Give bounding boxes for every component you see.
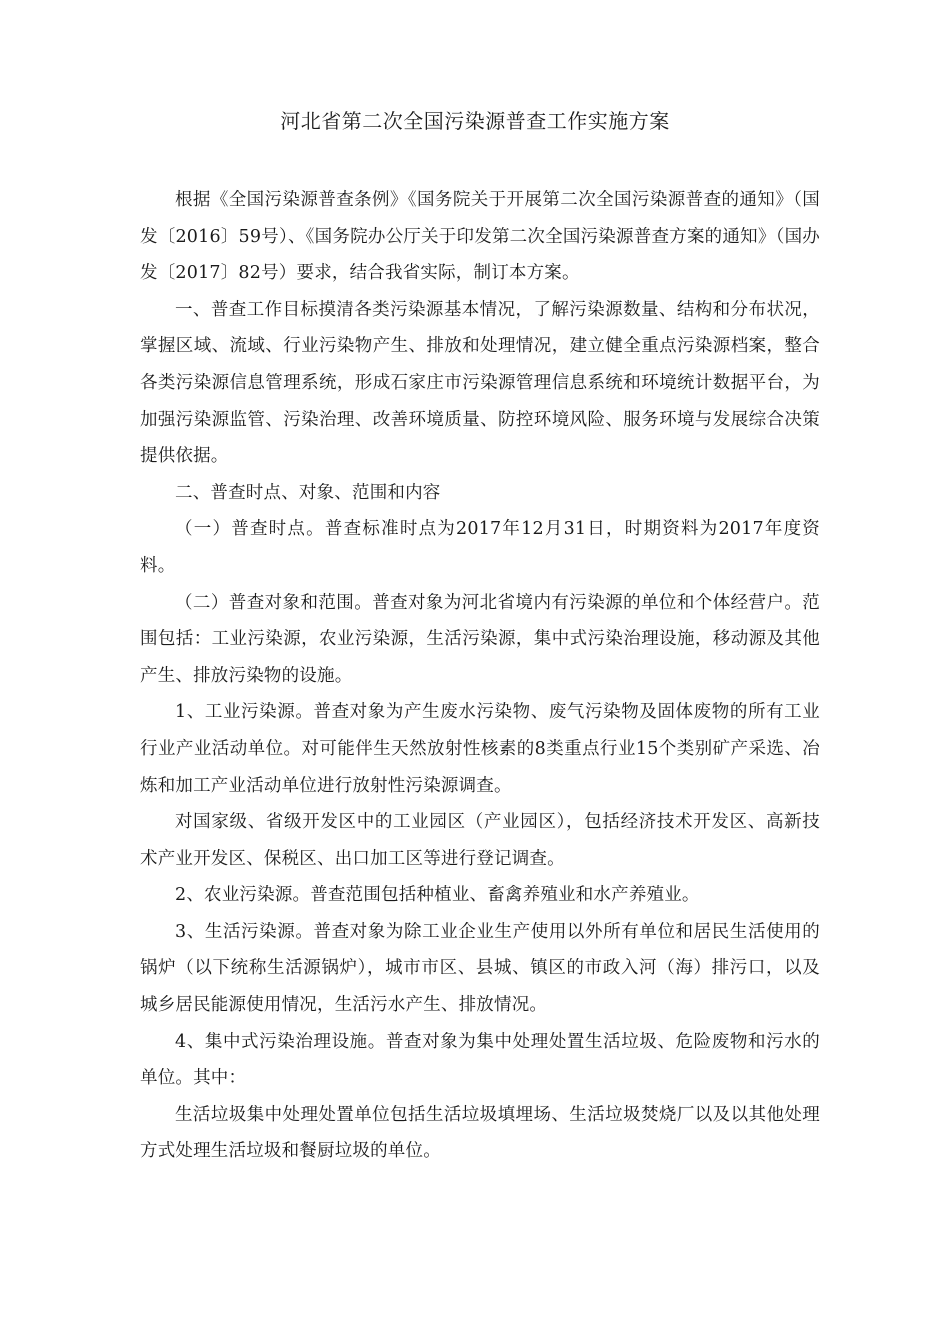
paragraph-agricultural-sources: 2、农业污染源。普查范围包括种植业、畜禽养殖业和水产养殖业。 xyxy=(175,885,700,906)
paragraph-domestic-sources: 3、生活污染源。普查对象为除工业企业生产使用以外所有单位和居民生活使用的锅炉（以下统称生活源锅炉），城市市区、县城、镇区的市政入河（海）排污口，以及城乡居民能源使用情况，生活污水产生、排放情况。 xyxy=(140,921,820,1016)
paragraph-section-2-heading: 二、普查时点、对象、范围和内容 xyxy=(175,482,441,503)
paragraph-survey-scope: （二）普查对象和范围。普查对象为河北省境内有污染源的单位和个体经营户。范围包括：工业污染源，农业污染源，生活污染源，集中式污染治理设施，移动源及其他产生、排放污染物的设施。 xyxy=(140,592,820,686)
document-body xyxy=(140,182,820,1170)
paragraph-centralized-facilities: 4、集中式污染治理设施。普查对象为集中处理处置生活垃圾、危险废物和污水的单位。其中： xyxy=(140,1031,820,1089)
paragraph-waste-disposal: 生活垃圾集中处理处置单位包括生活垃圾填埋场、生活垃圾焚烧厂以及以其他处理方式处理生活垃圾和餐厨垃圾的单位。 xyxy=(140,1104,820,1162)
paragraph-survey-time: （一）普查时点。普查标准时点为2017年12月31日，时期资料为2017年度资料。 xyxy=(140,519,820,576)
paragraph-industrial-parks: 对国家级、省级开发区中的工业园区（产业园区），包括经济技术开发区、高新技术产业开发区、保税区、出口加工区等进行登记调查。 xyxy=(140,812,820,869)
paragraph-industrial-sources: 1、工业污染源。普查对象为产生废水污染物、废气污染物及固体废物的所有工业行业产业活动单位。对可能伴生天然放射性核素的8类重点行业15个类别矿产采选、冶炼和加工产业活动单位进行放射性污染源调查。 xyxy=(140,702,820,796)
paragraph-intro: 根据《全国污染源普查条例》《国务院关于开展第二次全国污染源普查的通知》（国发〔2016〕59号）、《国务院办公厅关于印发第二次全国污染源普查方案的通知》（国办发〔2017〕82号）要求，结合我省实际，制订本方案。 xyxy=(140,190,820,284)
paragraph-section-1-goals: 一、普查工作目标摸清各类污染源基本情况，了解污染源数量、结构和分布状况，掌握区域、流域、行业污染物产生、排放和处理情况，建立健全重点污染源档案，整合各类污染源信息管理系统，形成石家庄市污染源管理信息系统和环境统计数据平台，为加强污染源监管、污染治理、改善环境质量、防控环境风险、服务环境与发展综合决策提供依据。 xyxy=(140,299,820,467)
document-title: 河北省第二次全国污染源普查工作实施方案 xyxy=(280,109,670,133)
